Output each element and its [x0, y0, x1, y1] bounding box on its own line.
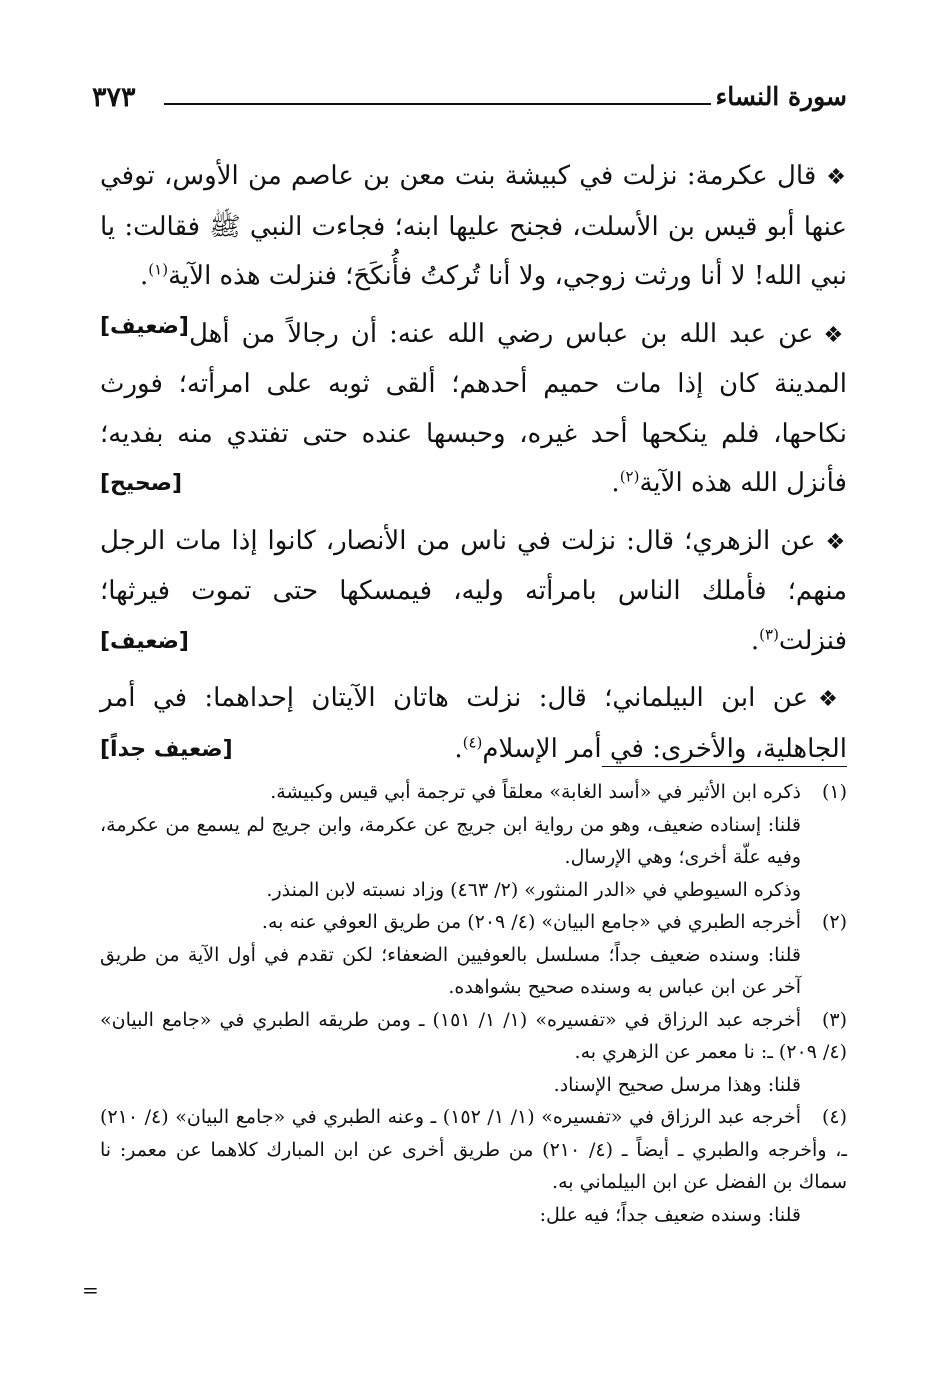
- footnote-ref[interactable]: (٣): [759, 624, 779, 643]
- footnote: [100, 776, 847, 906]
- diamond-marker-icon: ❖: [825, 529, 847, 555]
- footnote-line: أخرجه عبد الرزاق في «تفسيره» (١/ ١/ ١٥١) ـ ومن طريقه الطبري في «جامع البيان» (٤/ ٢٠٩) ـ: نا معمر عن الزهري به.: [100, 1008, 847, 1063]
- footnote-line: أخرجه عبد الرزاق في «تفسيره» (١/ ١/ ١٥٢) ـ وعنه الطبري في «جامع البيان» (٤/ ٢١٠) ـ، وأخرجه والطبري ـ أيضاً ـ (٤/ ٢١٠) من طريق أخرى عن ابن المبارك كلاهما عن معمر: نا سماك بن الفضل عن ابن البيلماني به.: [100, 1106, 847, 1193]
- footnote-line: قلنا: وسنده ضعيف جداً؛ مسلسل بالعوفيين الضعفاء؛ لكن تقدم في أول الآية من طريق آخر عن ابن عباس به وسنده صحيح بشواهده.: [100, 943, 801, 998]
- sentence-end: .: [140, 261, 149, 291]
- footnote-ref[interactable]: (٢): [619, 467, 640, 486]
- footnote-line: وذكره السيوطي في «الدر المنثور» (٢/ ٤٦٣) وزاد نسبته لابن المنذر.: [266, 878, 801, 901]
- footnote-line: قلنا: وسنده ضعيف جداً؛ فيه علل:: [539, 1203, 801, 1226]
- footnotes: [100, 776, 847, 1231]
- grade-label: [ضعيف جداً]: [100, 736, 233, 762]
- surah-title: سورة النساء: [715, 82, 847, 111]
- footnote-ref[interactable]: (١): [148, 260, 169, 279]
- sentence-end: .: [611, 468, 620, 498]
- footnote-line: ذكره ابن الأثير في «أسد الغابة» معلقاً في ترجمة أبي قيس وكبيشة.: [270, 781, 801, 803]
- header-rule: [164, 103, 711, 105]
- footnote-number: (٤): [821, 1106, 847, 1128]
- narration-text: قال عكرمة: نزلت في كبيشة بنت معن بن عاصم من الأوس، توفي عنها أبو قيس بن الأسلت، فجنح عليها ابنه؛ فجاءت النبي ﷺ فقالت: يا نبي الله! لا أنا ورثت زوجي، ولا أنا تُركتُ فأُنكَحَ؛ فنزلت هذه الآية: [100, 161, 847, 291]
- footnote-line: أخرجه الطبري في «جامع البيان» (٤/ ٢٠٩) من طريق العوفي عنه به.: [261, 911, 801, 933]
- narration-paragraph: [100, 152, 847, 339]
- footnote: [100, 906, 847, 1004]
- footnote-number: (٣): [821, 1008, 847, 1031]
- footnote-number: (٢): [821, 911, 847, 933]
- narration-paragraph: [100, 517, 847, 667]
- sentence-end: .: [454, 733, 463, 764]
- narration-text: عن ابن البيلماني؛ قال: نزلت هاتان الآيتان إحداهما: في أمر الجاهلية، والأخرى: في أمر الإسلام: [100, 683, 847, 764]
- narration-paragraph: [100, 310, 847, 509]
- diamond-marker-icon: ❖: [826, 165, 847, 190]
- diamond-marker-icon: ❖: [823, 322, 847, 348]
- grade-label: [صحيح]: [100, 471, 183, 496]
- continuation-mark: =: [82, 1278, 99, 1302]
- grade-label: [ضعيف]: [100, 628, 189, 654]
- footnote-line: قلنا: وهذا مرسل صحيح الإسناد.: [553, 1073, 801, 1096]
- footnote-separator: [602, 766, 847, 767]
- diamond-marker-icon: ❖: [818, 687, 847, 712]
- narration-text: عن عبد الله بن عباس رضي الله عنه: أن رجالاً من أهل المدينة كان إذا مات حميم أحدهم؛ ألقى ثوبه على امرأته؛ فورث نكاحها، فلم ينكحها أحد غيره، وحبسها عنده حتى تفتدي منه بفديه؛ فأنزل الله هذه الآية: [100, 318, 847, 498]
- footnote-line: قلنا: إسناده ضعيف، وهو من رواية ابن جريج عن عكرمة، وابن جريج لم يسمع من عكرمة، وفيه علّة أخرى؛ وهي الإرسال.: [100, 813, 801, 868]
- main-text: [100, 152, 847, 782]
- grade-label: [ضعيف]: [100, 313, 189, 339]
- narration-paragraph: [100, 674, 847, 774]
- page-number: ٣٧٣: [92, 82, 136, 113]
- narration-text: عن الزهري؛ قال: نزلت في ناس من الأنصار، كانوا إذا مات الرجل منهم؛ فأملك الناس بامرأته وليه، فيمسكها حتى تموت فيرثها؛ فنزلت: [100, 525, 847, 656]
- sentence-end: .: [750, 625, 760, 656]
- footnote: [100, 1101, 847, 1231]
- footnote-number: (١): [821, 781, 847, 803]
- footnote: [100, 1004, 847, 1102]
- footnote-ref[interactable]: (٤): [462, 732, 483, 751]
